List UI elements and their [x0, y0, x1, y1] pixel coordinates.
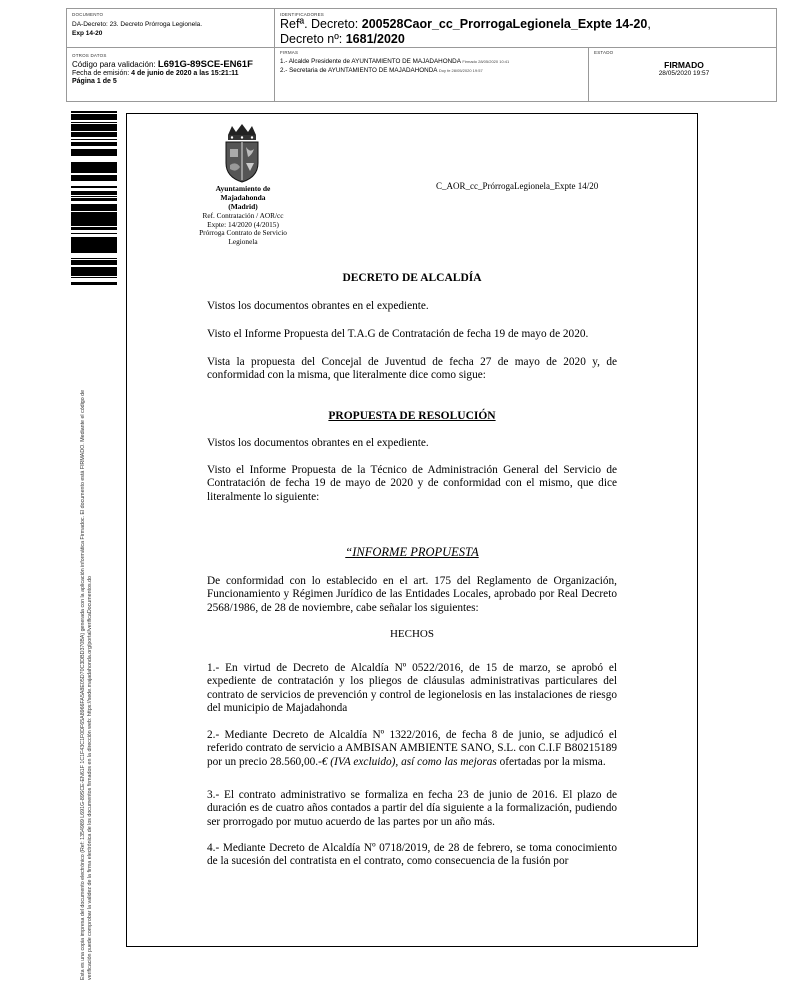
- firma-2: 2.- Secretaria de AYUNTAMIENTO DE MAJADAHONDA: [280, 67, 438, 74]
- ref-line1: Ref. Contratación / AOR/cc: [202, 211, 284, 220]
- document-reference-code: C_AOR_cc_PrórrogaLegionela_Expte 14/20: [436, 181, 599, 191]
- ref-line2: Expte: 14/2020 (4/2015): [207, 219, 279, 229]
- ayto-line1: Ayuntamiento de: [215, 184, 271, 193]
- estado-cell: [594, 50, 774, 77]
- expediente-reference: [188, 212, 298, 246]
- paragraph-informe-tag: Visto el Informe Propuesta del T.A.G de Contratación de fecha 19 de mayo de 2020.: [207, 328, 589, 340]
- ayuntamiento-name: [188, 184, 298, 211]
- paragraph-vistos-1: Vistos los documentos obrantes en el expediente.: [207, 300, 429, 312]
- identificadores-caption: IDENTIFICADORES: [280, 12, 325, 17]
- ayto-line2: Majadahonda: [220, 193, 266, 202]
- hecho-4: 4.- Mediante Decreto de Alcaldía Nº 0718/2019, de 28 de febrero, se toma conocimiento de la sucesión del contratista en el contrato, como consecuencia de la fusión por: [207, 842, 617, 868]
- hechos-heading: HECHOS: [389, 628, 434, 640]
- documento-cell: [72, 12, 272, 38]
- paragraph-conformidad: De conformidad con lo establecido en el art. 175 del Reglamento de Organización, Funcionamiento y Régimen Jurídico de las Entidades Locales, aprobado por Real Decreto 2568/1986, de 28 de noviembre, cabe señalar los siguientes:: [207, 575, 617, 614]
- document-header: [66, 8, 777, 102]
- estado-value: FIRMADO: [664, 60, 704, 70]
- hecho-3: 3.- El contrato administrativo se formaliza en fecha 23 de junio de 2016. El plazo de duración es de cuatro años contados a partir del día siguiente a la formalización, pudiendo ser prorrogado por mutuo acuerdo de las partes por un año más.: [207, 789, 617, 828]
- decreto-num-value: 1681/2020: [345, 32, 405, 46]
- decree-title: DECRETO DE ALCALDÍA: [342, 272, 482, 284]
- informe-propuesta-title: “INFORME PROPUESTA: [345, 545, 479, 559]
- estado-date: 28/05/2020 19:57: [658, 70, 710, 77]
- codigo-validacion-label: Código para validación:: [72, 60, 156, 69]
- hecho-2: [207, 729, 617, 769]
- codigo-validacion-value: L691G-89SCE-EN61F: [157, 59, 253, 70]
- documento-line2: Exp 14-20: [72, 30, 103, 37]
- firma-1-date: Firmado 28/05/2020 10:41: [462, 59, 510, 64]
- ref-decreto-value: 200528Caor_cc_ProrrogaLegionela_Expte 14-20: [361, 17, 648, 31]
- firmas-cell: [280, 50, 590, 75]
- verification-side-text: [80, 300, 94, 980]
- identificadores-cell: [280, 12, 770, 47]
- paragraph-vistos-2: Vistos los documentos obrantes en el expediente.: [207, 437, 429, 449]
- majadahonda-crest-icon: [214, 123, 270, 183]
- hecho-2-part-b: ofertadas por la misma.: [496, 755, 606, 768]
- otros-datos-caption: OTROS DATOS: [72, 53, 107, 58]
- hecho-2-italic: € (IVA excluido), así como las mejoras: [321, 755, 497, 768]
- ref-line3: Prórroga Contrato de Servicio: [199, 228, 287, 237]
- documento-caption: DOCUMENTO: [72, 12, 104, 17]
- side-text-line1: Esta es una copia impresa del documento electrónico (Ref: 1354989 L691G-89SCE-EN61F 1C1F43C1F0DF65A8966FA5A8E05D70C3DBD370BA) generada con la aplicación informática Firmadoc. El documento está FIRMADO. Mediante el código de: [80, 389, 86, 980]
- otros-datos-cell: [72, 53, 272, 87]
- documento-line1: DA-Decreto: 23. Decreto Prórroga Legionela.: [72, 21, 203, 28]
- decreto-num-label: Decreto nº:: [280, 32, 343, 46]
- estado-caption: ESTADO: [594, 50, 614, 55]
- hecho-2-part-a: 2.- Mediante Decreto de Alcaldía Nº 1322/2016, de fecha 8 de junio, se adjudicó el referido contrato de servicio a AMBISAN AMBIENTE SANO, S.L. con C.I.F B80215189 por un precio 28.560,00.-: [207, 729, 617, 768]
- pagina-indicator: Página 1 de 5: [72, 78, 117, 85]
- ref-decreto-suffix: ,: [647, 17, 651, 31]
- firmas-caption: FIRMAS: [280, 50, 299, 55]
- fecha-emision-label: Fecha de emisión:: [72, 69, 130, 77]
- fecha-emision-value: 4 de junio de 2020 a las 15:21:11: [131, 69, 239, 77]
- ayto-line3: (Madrid): [228, 202, 258, 211]
- paragraph-propuesta-concejal: Vista la propuesta del Concejal de Juventud de fecha 27 de mayo de 2020 y, de conformidad con la misma, que literalmente dice como sigue:: [207, 356, 617, 382]
- ref-decreto-label: Refª. Decreto:: [280, 17, 359, 31]
- firma-1: 1.- Alcalde Presidente de AYUNTAMIENTO DE MAJADAHONDA: [280, 58, 461, 65]
- propuesta-resolucion-title: PROPUESTA DE RESOLUCIÓN: [328, 410, 496, 422]
- firma-2-date: Doy fe 28/05/2020 19:57: [438, 68, 483, 73]
- ref-line4: Legionela: [228, 236, 258, 246]
- barcode-icon: [71, 110, 117, 285]
- hecho-1: 1.- En virtud de Decreto de Alcaldía Nº 0522/2016, de 15 de marzo, se aprobó el expediente de contratación y los pliegos de cláusulas administrativas particulares del contrato de servicios de prevención y control de legionelosis en las instalaciones de riesgo del municipio de Majadahonda: [207, 662, 617, 715]
- side-text-line2: verificación puede comprobar la validez de la firma electrónica de los documentos firmados en la dirección web: https://sede.majadahonda.org/portal/verificaDocumentos.do: [87, 576, 93, 980]
- paragraph-informe-tecnico: Visto el Informe Propuesta de la Técnico de Administración General del Servicio de Contratación de fecha 19 de mayo de 2020 y de conformidad con el mismo, que dice literalmente lo siguiente:: [207, 464, 617, 503]
